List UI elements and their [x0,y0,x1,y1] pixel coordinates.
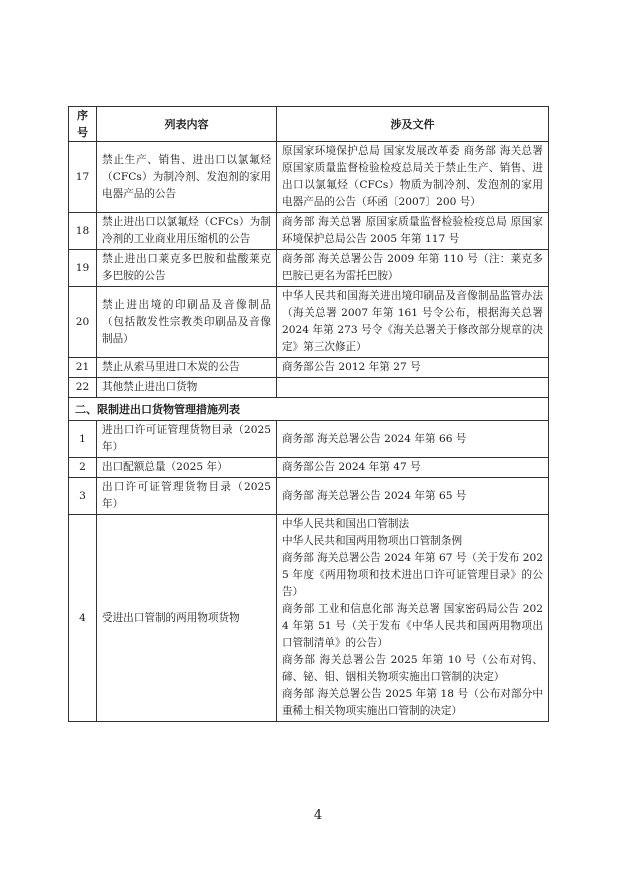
row-related-documents [277,250,549,287]
document-reference: 中华人民共和国海关进出境印刷品及音像制品监管办法（海关总署 2007 年第 161 号令公布，根据海关总署 2024 年第 273 号令《海关总署关于修改部分规章的决定》第三次修正） [282,290,543,353]
header-related-documents: 涉及文件 [277,107,549,142]
document-reference: 商务部 海关总署公告 2025 年第 18 号（公布对部分中重稀土相关物项实施出口管制的决定） [282,688,543,717]
document-reference: 商务部 海关总署公告 2024 年第 65 号 [282,489,467,502]
row-related-documents [277,287,549,358]
table-row [69,142,549,213]
row-list-content: 禁止从索马里进口木炭的公告 [97,358,277,378]
document-reference: 中华人民共和国两用物项出口管制条例 [282,535,463,547]
page-number: 4 [313,808,323,823]
row-related-documents [277,515,549,722]
section-row [69,398,549,421]
row-related-documents [277,421,549,458]
table-section-restricted [69,398,549,421]
table-body-prohibited [69,142,549,398]
table-row [69,358,549,378]
row-list-content: 禁止进出口以氯氟烃（CFCs）为制冷剂的工业商业用压缩机的公告 [97,213,277,250]
table-row [69,478,549,515]
row-serial-number: 3 [69,478,97,515]
regulation-table [68,106,549,722]
row-serial-number: 2 [69,458,97,478]
table-header-row [69,107,549,142]
row-related-documents [277,458,549,478]
document-reference: 中华人民共和国出口管制法 [282,518,410,530]
section-title: 二、限制进出口货物管理措施列表 [69,398,549,421]
table-row [69,421,549,458]
document-reference: 商务部 工业和信息化部 海关总署 国家密码局公告 2024 年第 51 号（关于发布《中华人民共和国两用物项出口管制清单》的公告） [282,603,543,649]
document-reference: 商务部 海关总署公告 2024 年第 66 号 [282,432,467,445]
row-list-content: 进出口许可证管理货物目录（2025 年） [97,421,277,458]
row-serial-number: 22 [69,378,97,398]
row-related-documents [277,358,549,378]
row-list-content: 出口许可证管理货物目录（2025 年） [97,478,277,515]
document-reference: 商务部 海关总署 原国家质量监督检验检疫总局 原国家环境保护总局公告 2005 年第 117 号 [282,216,543,245]
row-list-content: 受进出口管制的两用物项货物 [97,515,277,722]
row-list-content: 出口配额总量（2025 年） [97,458,277,478]
row-serial-number: 17 [69,142,97,213]
row-related-documents [277,478,549,515]
table-row [69,378,549,398]
document-reference: 商务部 海关总署公告 2024 年第 67 号（关于发布 2025 年度《两用物项和技术进出口许可证管理目录》的公告） [282,552,543,598]
document-reference: 商务部公告 2012 年第 27 号 [282,361,421,373]
table-row [69,213,549,250]
document-reference: 商务部 海关总署公告 2009 年第 110 号（注：莱克多巴胺已更名为雷托巴胺） [282,253,543,282]
header-serial-number: 序号 [69,107,97,142]
row-serial-number: 4 [69,515,97,722]
row-related-documents [277,378,549,398]
header-list-content: 列表内容 [97,107,277,142]
row-serial-number: 19 [69,250,97,287]
document-reference: 商务部公告 2024 年第 47 号 [282,461,421,473]
document-reference: 商务部 海关总署公告 2025 年第 10 号（公布对钨、碲、铋、钼、铟相关物项实施出口管制的决定） [282,654,543,683]
row-list-content: 禁止进出口莱克多巴胺和盐酸莱克多巴胺的公告 [97,250,277,287]
row-serial-number: 20 [69,287,97,358]
row-serial-number: 21 [69,358,97,378]
row-list-content: 禁止生产、销售、进出口以氯氟烃（CFCs）为制冷剂、发泡剂的家用电器产品的公告 [97,142,277,213]
table-row [69,250,549,287]
table-row [69,515,549,722]
table-row [69,287,549,358]
row-list-content: 禁止进出境的印刷品及音像制品（包括散发性宗教类印刷品及音像制品） [97,287,277,358]
table-row [69,458,549,478]
row-serial-number: 18 [69,213,97,250]
row-related-documents [277,142,549,213]
document-reference: 原国家环境保护总局 国家发展改革委 商务部 海关总署 原国家质量监督检验检疫总局关于禁止生产、销售、进出口以氯氟烃（CFCs）物质为制冷剂、发泡剂的家用电器产品的公告（环函〔2007〕200 号） [282,145,543,208]
row-list-content: 其他禁止进出口货物 [97,378,277,398]
table-body-restricted [69,421,549,722]
row-related-documents [277,213,549,250]
row-serial-number: 1 [69,421,97,458]
